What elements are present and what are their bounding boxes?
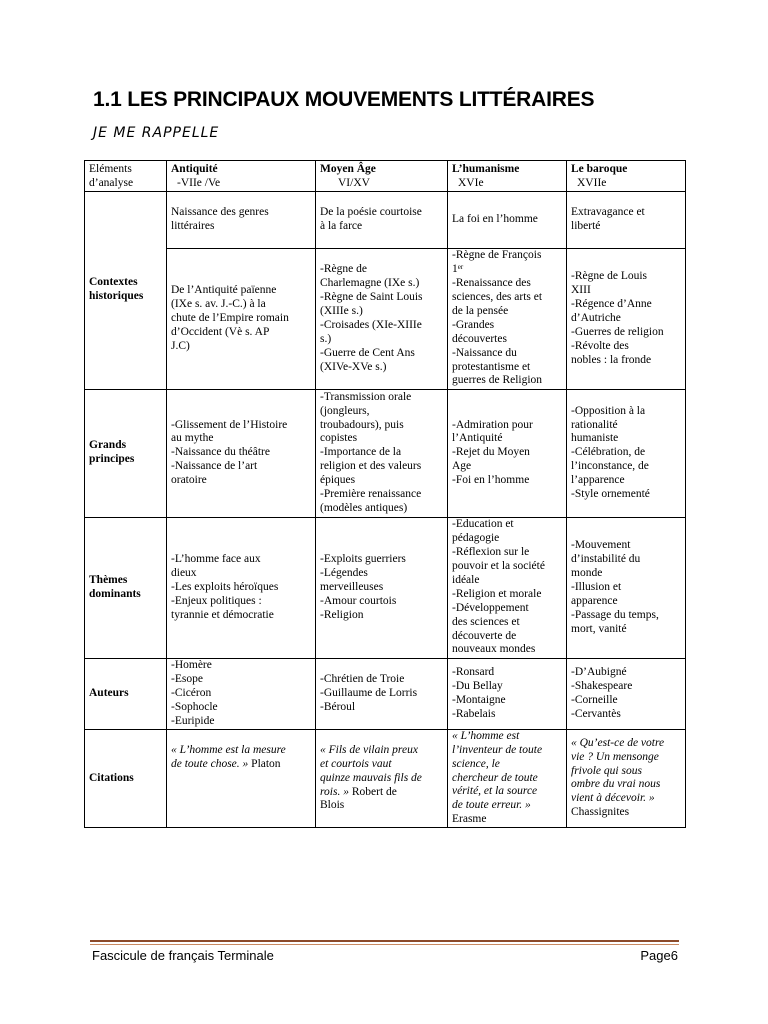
table-cell (448, 517, 567, 658)
cell-text-line: religion et des valeurs (320, 460, 422, 473)
cell-text-line: -Réflexion sur le (452, 546, 530, 559)
cell-text-line: -Style ornementé (571, 488, 650, 501)
table-row-principes (85, 389, 686, 517)
table-cell (167, 389, 316, 517)
footer-rule (90, 940, 679, 942)
cell-text-line: -Naissance du (452, 346, 517, 359)
cell-text-line: découverte de (452, 629, 517, 642)
table-row-auteurs (85, 658, 686, 729)
page-title: 1.1 LES PRINCIPAUX MOUVEMENTS LITTÉRAIRES (93, 88, 595, 111)
cell-text-line: vient à décevoir. » (571, 792, 655, 805)
quote-author: Chassignites (571, 806, 630, 819)
row-label-principes (85, 389, 167, 517)
cell-text-line: -Régence d’Anne (571, 297, 652, 310)
table-cell (567, 729, 686, 827)
row-label-themes (85, 517, 167, 658)
cell-text-line: Naissance des genres (171, 205, 269, 218)
cell-text-line: principes (89, 453, 135, 466)
table-cell (316, 191, 448, 248)
quote-line: « L’homme est la mesure (171, 743, 286, 756)
cell-text-line: Thèmes (89, 573, 128, 586)
cell-text-line: (jongleurs, (320, 404, 370, 417)
table-cell (567, 658, 686, 729)
cell-text-line: Extravagance et (571, 205, 645, 218)
cell-text-line: mort, vanité (571, 622, 627, 635)
table-cell (448, 191, 567, 248)
cell-text-line: -Naissance du théâtre (171, 446, 270, 459)
table-cell (167, 191, 316, 248)
table-cell (316, 389, 448, 517)
cell-text-line: -Première renaissance (320, 488, 422, 501)
table-cell (567, 389, 686, 517)
table-cell (167, 248, 316, 389)
header-title: Le baroque (571, 163, 628, 175)
cell-text-line: (IXe s. av. J.-C.) à la (171, 297, 266, 310)
table-cell (448, 248, 567, 389)
cell-text-line: -Sophocle (171, 700, 218, 713)
table-row-themes (85, 517, 686, 658)
cell-text-line: s.) (320, 332, 332, 345)
cell-text-line: épiques (320, 474, 356, 487)
cell-text-line: -Chrétien de Troie (320, 672, 405, 685)
cell-text-line: pouvoir et la société (452, 560, 545, 572)
table-cell (316, 658, 448, 729)
cell-text-line: De l’Antiquité païenne (171, 284, 277, 297)
quote-author: Erasme (452, 813, 487, 826)
cell-text-line: découvertes (452, 332, 507, 345)
cell-text-line: Citations (89, 771, 134, 784)
cell-text-line: l’inconstance, de (571, 460, 649, 473)
cell-text-line: de toute erreur. » (452, 799, 531, 812)
table-row-citations (85, 729, 686, 827)
quote-author: Robert de (351, 785, 397, 798)
cell-text-line: -Admiration pour (452, 418, 533, 431)
cell-text-line: -Shakespeare (571, 679, 633, 692)
cell-text-line: J.C) (171, 339, 190, 352)
footer-title: Fascicule de français Terminale (92, 948, 274, 963)
cell-text-line: dieux (171, 566, 197, 579)
footer-rule-thin (90, 944, 679, 945)
cell-text-line: -Transmission orale (320, 390, 412, 403)
header-period: XVIIe (577, 176, 607, 189)
cell-text-line: -D’Aubigné (571, 666, 627, 678)
cell-text-line: vérité, et la source (452, 785, 538, 798)
cell-text-line: -Mouvement (571, 539, 631, 552)
cell-text-line: science, le (452, 757, 500, 770)
cell-text-line: tyrannie et démocratie (171, 608, 274, 621)
header-cell-baroque (567, 161, 686, 192)
header-cell-humanisme (448, 161, 567, 192)
reign-line: -Règne de François (452, 249, 542, 262)
cell-text-line: pédagogie (452, 532, 500, 545)
cell-text-line: -L’homme face aux (171, 553, 261, 566)
cell-text-line: l’Antiquité (452, 432, 503, 445)
cell-text-line: -Ronsard (452, 666, 495, 678)
quote-line: de toute chose. » Platon (171, 757, 281, 770)
cell-text-line: -Renaissance des (452, 277, 531, 290)
header-period: -VIIe /Ve (177, 176, 221, 189)
cell-text-line: apparence (571, 594, 618, 607)
cell-text-line: -Montaigne (452, 693, 506, 706)
cell-text-line: -Rabelais (452, 707, 496, 720)
cell-text-line: d’analyse (89, 176, 134, 189)
cell-text-line: (XIVe-XVe s.) (320, 360, 387, 373)
header-cell-antiquite (167, 161, 316, 192)
cell-text-line: -Règne de Saint Louis (320, 291, 423, 303)
table-cell (316, 517, 448, 658)
ordinal-line: 1er (452, 263, 464, 276)
cell-text-line: -Règne de Louis (571, 270, 648, 283)
cell-text-line: -Glissement de l’Histoire (171, 418, 288, 431)
table-cell (448, 658, 567, 729)
cell-text-line: d’Autriche (571, 311, 621, 324)
header-cell-elements (85, 161, 167, 192)
row-label-auteurs (85, 658, 167, 729)
cell-text-line: -Béroul (320, 700, 356, 713)
cell-text-line: oratoire (171, 474, 207, 487)
row-label-contextes (85, 191, 167, 389)
cell-text-line: chute de l’Empire romain (171, 311, 289, 324)
cell-text-line: -Développement (452, 601, 529, 614)
cell-text-line: de la pensée (452, 304, 509, 317)
table-row-summary (85, 191, 686, 248)
cell-text-line: -Euripide (171, 714, 215, 727)
cell-text-line: La foi en l’homme (452, 212, 538, 225)
cell-text-line: (modèles antiques) (320, 501, 408, 514)
cell-text-line: -Grandes (452, 318, 495, 331)
cell-text-line: Charlemagne (IXe s.) (320, 277, 420, 290)
cell-text-line: -Les exploits héroïques (171, 580, 279, 593)
header-title: Moyen Âge (320, 163, 376, 175)
cell-text-line: -Rejet du Moyen (452, 446, 530, 459)
cell-text-line: Contextes (89, 276, 138, 289)
quote-author: Platon (251, 757, 281, 770)
table-cell (448, 729, 567, 827)
cell-text-line: Eléments (89, 163, 132, 175)
cell-text-line: -Révolte des (571, 339, 629, 352)
cell-text-line: rationalité (571, 418, 618, 431)
cell-text-line: Age (452, 460, 472, 473)
table-cell (567, 517, 686, 658)
cell-text-line: -Religion (320, 608, 364, 621)
cell-text-line: -Enjeux politiques : (171, 594, 262, 607)
cell-text-line: -Naissance de l’art (171, 460, 258, 473)
cell-text-line: nouveaux mondes (452, 643, 536, 656)
cell-text-line: l’inventeur de toute (452, 743, 543, 756)
page-number: Page6 (640, 948, 678, 963)
cell-text-line: vie ? Un mensonge (571, 750, 659, 763)
cell-text-line: nobles : la fronde (571, 353, 652, 366)
cell-text-line: -Célébration, de (571, 446, 646, 459)
cell-text-line: -Guerres de religion (571, 325, 664, 338)
literary-movements-table (84, 160, 686, 828)
cell-text-line: protestantisme et (452, 360, 531, 373)
cell-text-line: l’apparence (571, 474, 625, 487)
cell-text-line: d’Occident (Vè s. AP (171, 325, 270, 338)
cell-text-line: Auteurs (89, 686, 129, 699)
cell-text-line: d’instabilité du (571, 553, 641, 566)
quote-author: Blois (320, 799, 345, 812)
cell-text-line: -Passage du temps, (571, 608, 659, 621)
cell-text-line: -Croisades (XIe-XIIIe (320, 318, 422, 331)
header-period: VI/XV (338, 176, 370, 189)
cell-text-line: -Homère (171, 659, 212, 672)
table-cell (167, 729, 316, 827)
table-cell (448, 389, 567, 517)
cell-text-line: sciences, des arts et (452, 291, 543, 303)
cell-text-line: -Illusion et (571, 580, 622, 593)
cell-text-line: guerres de Religion (452, 374, 543, 387)
cell-text-line: au mythe (171, 432, 214, 445)
cell-text-line: XIII (571, 284, 591, 297)
cell-text-line: littéraires (171, 219, 215, 232)
cell-text-line: « Qu’est-ce de votre (571, 736, 665, 749)
cell-text-line: idéale (452, 573, 480, 586)
header-cell-moyen-age (316, 161, 448, 192)
cell-text-line: ombre du vrai nous (571, 778, 661, 791)
table-cell (167, 517, 316, 658)
cell-text-line: -Cicéron (171, 686, 212, 699)
table-cell: « Fils de vilain preux et courtois vaut quinze mauvais fils de rois. » Robert de Blois (316, 729, 448, 827)
cell-text-line: historiques (89, 290, 144, 303)
table-cell (167, 658, 316, 729)
cell-text-line: monde (571, 566, 603, 579)
cell-text-line: (XIIIe s.) (320, 304, 363, 317)
cell-text-line: -Guerre de Cent Ans (320, 346, 415, 359)
cell-text-line: -Amour courtois (320, 594, 397, 607)
section-subtitle: JE ME RAPPELLE (93, 125, 220, 141)
header-period: XVIe (458, 176, 484, 189)
table-cell (567, 191, 686, 248)
cell-text-line: à la farce (320, 219, 363, 232)
table-cell (316, 248, 448, 389)
cell-text-line: -Du Bellay (452, 679, 503, 692)
cell-text-line: troubadours), puis (320, 418, 404, 431)
cell-text-line: « L’homme est (452, 729, 520, 742)
cell-text-line: -Foi en l’homme (452, 474, 530, 487)
cell-text-line: des sciences et (452, 615, 520, 628)
cell-text-line: -Importance de la (320, 446, 402, 459)
cell-text-line: De la poésie courtoise (320, 205, 422, 218)
table-cell (567, 248, 686, 389)
cell-text-line: -Légendes (320, 566, 368, 579)
cell-text-line: -Religion et morale (452, 587, 542, 600)
header-title: L’humanisme (452, 163, 520, 175)
cell-text-line: -Guillaume de Lorris (320, 686, 418, 699)
cell-text-line: -Corneille (571, 693, 618, 706)
cell-text-line: humaniste (571, 432, 619, 445)
cell-text-line: -Exploits guerriers (320, 553, 406, 566)
cell-text-line: chercheur de toute (452, 771, 538, 784)
cell-text-line: -Education et (452, 518, 514, 531)
cell-text-line: frivole qui sous (571, 764, 642, 777)
cell-text-line: -Règne de (320, 263, 367, 276)
cell-text-line: merveilleuses (320, 580, 384, 593)
cell-text-line: liberté (571, 219, 601, 232)
cell-text-line: -Cervantès (571, 707, 621, 720)
cell-text-line: Grands (89, 439, 127, 452)
cell-text-line: copistes (320, 432, 358, 445)
cell-text-line: dominants (89, 587, 141, 600)
table-row-contextes (85, 248, 686, 389)
cell-text-line: -Esope (171, 672, 203, 685)
row-label-citations (85, 729, 167, 827)
cell-text-line: -Opposition à la (571, 404, 646, 417)
header-title: Antiquité (171, 163, 218, 175)
table-header-row (85, 161, 686, 192)
